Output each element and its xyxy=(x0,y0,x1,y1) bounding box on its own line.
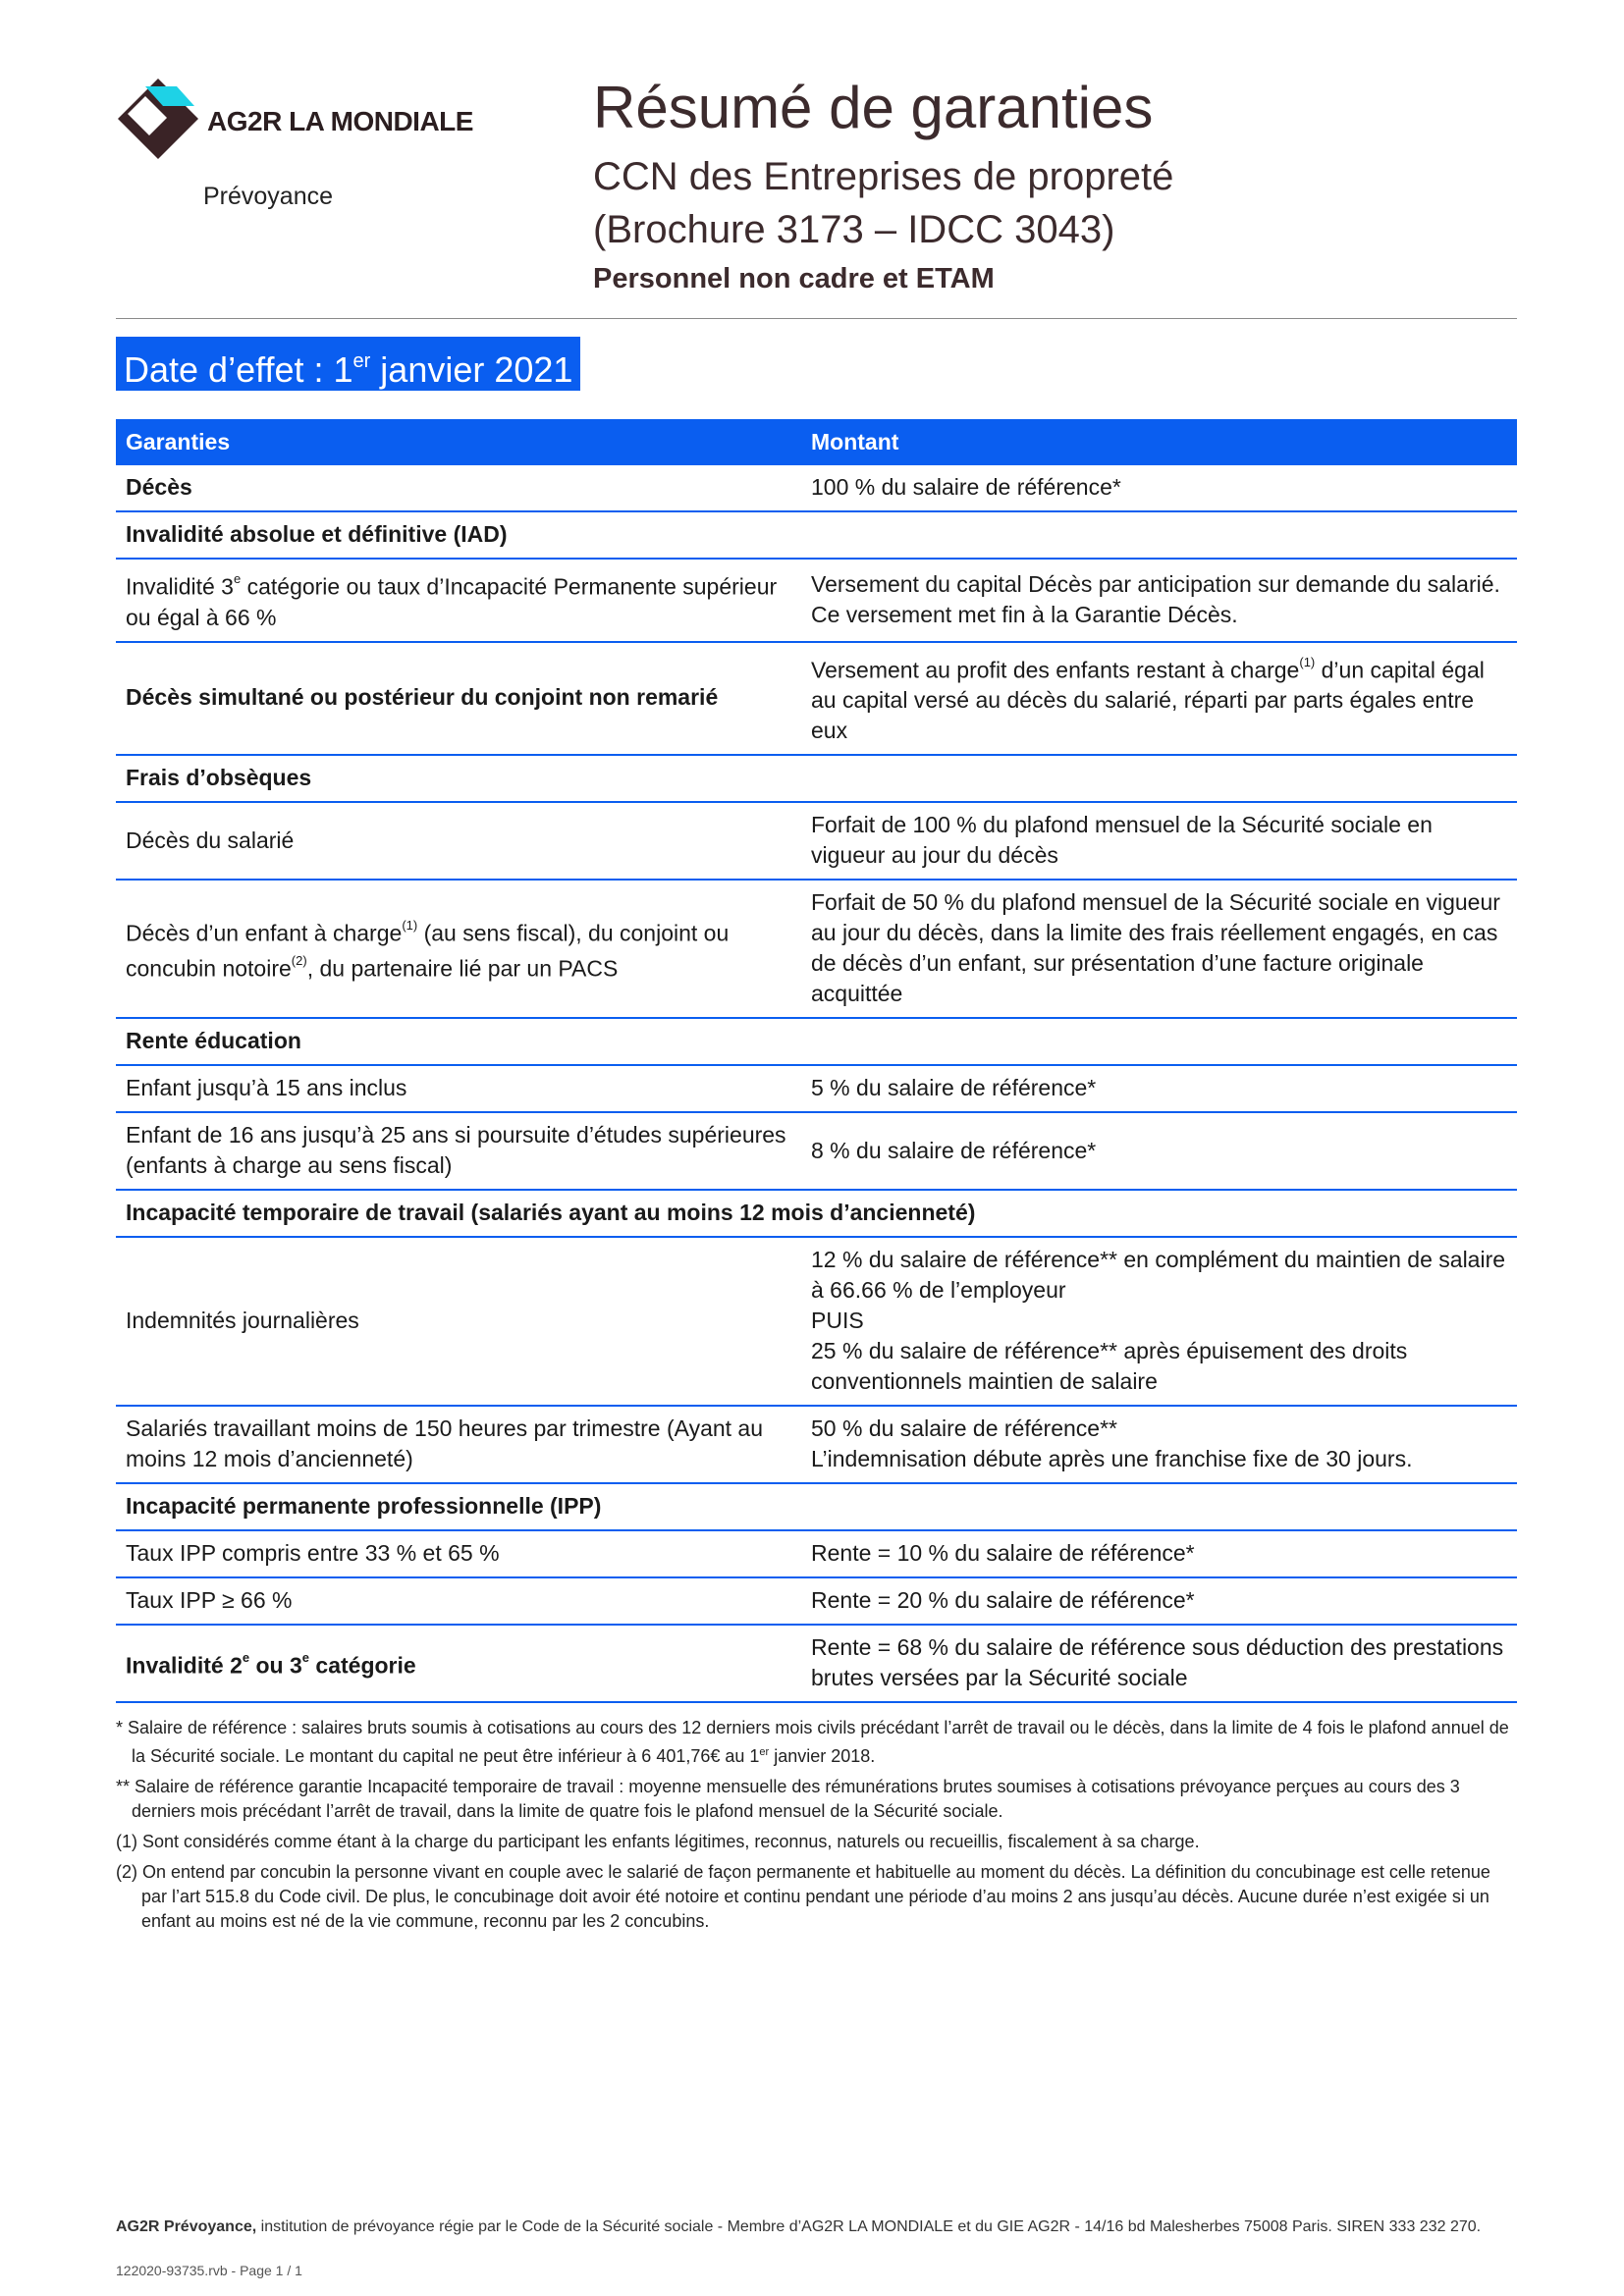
label-superscript: e xyxy=(233,571,242,586)
value-superscript: (1) xyxy=(1299,654,1316,669)
table-row-rente-25 xyxy=(116,1112,1517,1190)
row-value: Versement du capital Décès par anticipation sur demande du salarié. Ce versement met fin à la Garantie Décès. xyxy=(801,559,1517,642)
value-line: 12 % du salaire de référence** en complément du maintien de salaire à 66.66 % de l’employeur xyxy=(811,1247,1506,1304)
footer-text: institution de prévoyance régie par le Code de la Sécurité sociale - Membre d’AG2R LA MONDIALE et du GIE AG2R - 14/16 bd Malesherbes 75008 Paris. SIREN 333 232 270. xyxy=(256,2218,1482,2235)
row-label: Taux IPP ≥ 66 % xyxy=(116,1577,801,1625)
row-label xyxy=(116,559,801,642)
header-divider xyxy=(116,318,1517,319)
footnote-double-star: ** Salaire de référence garantie Incapacité temporaire de travail : moyenne mensuelle des rémunérations brutes soumises à cotisations prévoyance perçues au cours des 3 derniers mois précédant l’arrêt de travail, dans la limite de quatre fois le plafond mensuel de la Sécurité sociale. xyxy=(116,1777,1460,1821)
table-row-ipp-33 xyxy=(116,1530,1517,1577)
legal-footer xyxy=(116,2218,1520,2236)
subtitle-line-1: CCN des Entreprises de propreté xyxy=(593,155,1174,198)
value-line: L’indemnisation débute après une franchise fixe de 30 jours. xyxy=(811,1446,1413,1472)
row-value: Rente = 10 % du salaire de référence* xyxy=(801,1530,1517,1577)
date-prefix: Date d’effet : 1 xyxy=(124,349,353,390)
row-label: Taux IPP compris entre 33 % et 65 % xyxy=(116,1530,801,1577)
page-title: Résumé de garanties xyxy=(593,75,1154,140)
row-label: Salariés travaillant moins de 150 heures par trimestre (Ayant au moins 12 mois d’ancienneté) xyxy=(116,1406,801,1483)
date-superscript: er xyxy=(352,350,371,372)
footnote-star xyxy=(116,1716,1520,1769)
footnotes xyxy=(116,1716,1520,1940)
table-row-rente-15 xyxy=(116,1065,1517,1112)
section-row-rente xyxy=(116,1018,1517,1065)
section-title: Incapacité permanente professionnelle (IPP) xyxy=(116,1483,1517,1530)
section-title: Frais d’obsèques xyxy=(116,755,1517,802)
table-row-deces xyxy=(116,465,1517,511)
section-row-iad xyxy=(116,511,1517,559)
row-value: 8 % du salaire de référence* xyxy=(801,1112,1517,1190)
row-value: 100 % du salaire de référence* xyxy=(801,465,1517,511)
section-row-itt xyxy=(116,1190,1517,1237)
label-part: (au sens fiscal), du conjoint ou concubin notoire xyxy=(126,920,730,982)
table-row-invalidite xyxy=(116,1625,1517,1702)
row-label xyxy=(116,880,801,1018)
footnote-text: * Salaire de référence : salaires bruts soumis à cotisations au cours des 12 derniers mois civils précédant l’arrêt de travail ou le décès, dans la limite de 4 fois le plafond annuel de la Sécurité sociale. Le montant du capital ne peut être inférieur à 6 401,76€ au 1 xyxy=(116,1718,1509,1766)
row-label: Décès simultané ou postérieur du conjoint non remarié xyxy=(116,642,801,756)
footer-org: AG2R Prévoyance, xyxy=(116,2218,257,2235)
section-title: Invalidité absolue et définitive (IAD) xyxy=(116,511,1517,559)
label-part: Invalidité 3 xyxy=(126,573,234,600)
label-superscript: e xyxy=(242,1649,250,1665)
label-superscript: e xyxy=(301,1649,310,1665)
audience-label: Personnel non cadre et ETAM xyxy=(593,263,995,294)
value-line: 50 % du salaire de référence** xyxy=(811,1415,1117,1442)
date-suffix: janvier 2021 xyxy=(370,349,573,390)
row-label: Décès xyxy=(116,465,801,511)
label-part: , du partenaire lié par un PACS xyxy=(306,955,619,982)
table-row-obseques-enfant xyxy=(116,880,1517,1018)
label-superscript: (2) xyxy=(291,953,307,969)
effective-date-banner xyxy=(116,337,580,391)
label-part: catégorie xyxy=(309,1652,416,1679)
column-header-amount: Montant xyxy=(801,419,1517,465)
table-row-part-time xyxy=(116,1406,1517,1483)
section-row-obseques xyxy=(116,755,1517,802)
value-part: d’un capital égal au capital versé au décès du salarié, réparti par parts égales entre eux xyxy=(811,657,1485,744)
document-reference: 122020-93735.rvb - Page 1 / 1 xyxy=(116,2263,302,2278)
brand-subtitle: Prévoyance xyxy=(203,183,334,210)
value-line: 25 % du salaire de référence** après épuisement des droits conventionnels maintien de salaire xyxy=(811,1338,1408,1395)
brand-name: AG2R LA MONDIALE xyxy=(207,106,473,136)
row-value: Rente = 68 % du salaire de référence sous déduction des prestations brutes versées par la Sécurité sociale xyxy=(801,1625,1517,1702)
footnote-superscript: er xyxy=(759,1746,770,1758)
row-value xyxy=(801,1406,1517,1483)
table-row-iad xyxy=(116,559,1517,642)
row-value xyxy=(801,1237,1517,1406)
column-header-guarantees: Garanties xyxy=(116,419,801,465)
footnote-1: (1) Sont considérés comme étant à la charge du participant les enfants légitimes, reconnus, naturels ou recueillis, fiscalement à sa charge. xyxy=(116,1832,1200,1851)
label-superscript: (1) xyxy=(402,917,418,933)
table-row-ij xyxy=(116,1237,1517,1406)
label-part: catégorie ou taux d’Incapacité Permanente supérieur ou égal à 66 % xyxy=(126,573,778,630)
page-subtitle xyxy=(593,150,1173,256)
guarantees-table xyxy=(116,419,1517,1703)
row-label: Enfant jusqu’à 15 ans inclus xyxy=(116,1065,801,1112)
table-header-row xyxy=(116,419,1517,465)
row-value: 5 % du salaire de référence* xyxy=(801,1065,1517,1112)
value-part: Versement au profit des enfants restant à charge xyxy=(811,657,1300,683)
ag2r-logo-icon xyxy=(116,77,200,161)
row-label: Enfant de 16 ans jusqu’à 25 ans si poursuite d’études supérieures (enfants à charge au sens fiscal) xyxy=(116,1112,801,1190)
subtitle-line-2: (Brochure 3173 – IDCC 3043) xyxy=(593,208,1115,251)
footnote-text: janvier 2018. xyxy=(769,1746,876,1766)
table-row-ipp-66 xyxy=(116,1577,1517,1625)
section-title: Rente éducation xyxy=(116,1018,1517,1065)
row-value xyxy=(801,642,1517,756)
label-part: ou 3 xyxy=(249,1652,302,1679)
row-label: Indemnités journalières xyxy=(116,1237,801,1406)
row-label xyxy=(116,1625,801,1702)
section-row-ipp xyxy=(116,1483,1517,1530)
table-row-obseques-salarie xyxy=(116,802,1517,880)
row-value: Forfait de 100 % du plafond mensuel de la Sécurité sociale en vigueur au jour du décès xyxy=(801,802,1517,880)
label-part: Invalidité 2 xyxy=(126,1652,243,1679)
footnote-2: (2) On entend par concubin la personne vivant en couple avec le salarié de façon permanente et habituelle au moment du décès. La définition du concubinage est celle retenue par l’art 515.8 du Code civil. De plus, le concubinage doit avoir été notoire et continu pendant une période d’au moins 2 ans jusqu’au décès. Aucune durée n’est exigée si un enfant au moins est né de la vie commune, reconnu par les 2 concubins. xyxy=(116,1862,1490,1931)
row-value: Rente = 20 % du salaire de référence* xyxy=(801,1577,1517,1625)
row-value: Forfait de 50 % du plafond mensuel de la Sécurité sociale en vigueur au jour du décès, dans la limite des frais réellement engagés, en cas de décès d’un enfant, sur présentation d’une facture originale acquittée xyxy=(801,880,1517,1018)
row-label: Décès du salarié xyxy=(116,802,801,880)
table-row-conjoint xyxy=(116,642,1517,756)
section-title: Incapacité temporaire de travail (salariés ayant au moins 12 mois d’ancienneté) xyxy=(116,1190,1517,1237)
label-part: Décès d’un enfant à charge xyxy=(126,920,403,946)
value-line: PUIS xyxy=(811,1308,864,1334)
